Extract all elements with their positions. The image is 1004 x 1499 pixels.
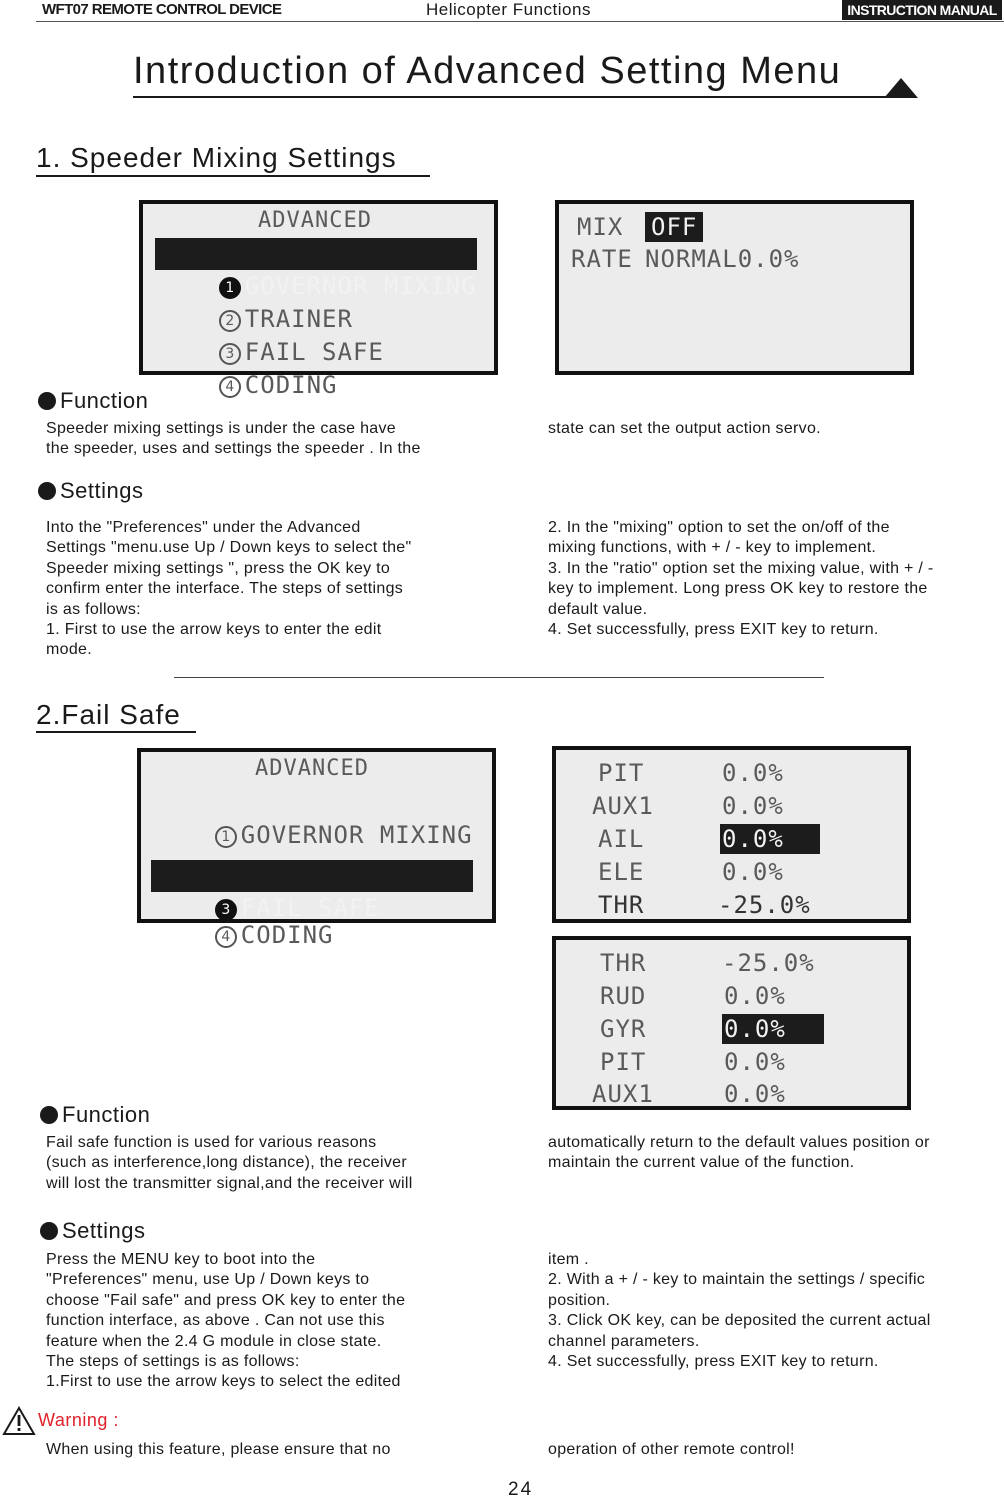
lcd-advanced-menu-2 — [137, 748, 496, 949]
lcd-channel-value: 0.0% — [722, 759, 784, 787]
heading-label: Function — [60, 388, 149, 413]
number-1-icon: 1 — [215, 826, 237, 848]
lcd-channel-value-selected: 0.0% — [722, 1014, 824, 1044]
lcd-channel-value: 0.0% — [722, 792, 784, 820]
lcd-channel-value: -25.0% — [718, 891, 811, 919]
title-triangle-icon — [884, 78, 918, 98]
lcd-channel-label: THR — [600, 949, 647, 977]
lcd-rate-label: RATE — [571, 245, 633, 273]
section2-title: 2.Fail Safe — [36, 699, 181, 730]
section1-title: 1. Speeder Mixing Settings — [36, 142, 397, 173]
number-3-icon: 3 — [219, 343, 241, 365]
bullet-dot-icon — [38, 482, 56, 500]
header-section-title: Helicopter Functions — [426, 0, 591, 19]
number-4-icon: 4 — [215, 926, 237, 948]
lcd-channel-value: 0.0% — [724, 982, 786, 1010]
lcd-channel-value: 0.0% — [724, 1080, 786, 1108]
section2-settings-heading — [40, 1218, 146, 1244]
bullet-dot-icon — [38, 392, 56, 410]
section-divider — [174, 677, 824, 678]
lcd-rate-value: NORMAL0.0% — [645, 245, 800, 273]
warning-text-right: operation of other remote control! — [548, 1441, 795, 1458]
section1-settings-heading — [38, 478, 144, 504]
section2-settings-text-right: item . 2. With a + / - key to maintain the settings / specific position. 3. Click OK key, can be deposited the current actual channel parameters. 4. Set successfully, press EXIT key to return. — [548, 1251, 931, 1371]
section1-title-underline — [36, 175, 430, 177]
header-device-name: WFT07 REMOTE CONTROL DEVICE — [42, 1, 282, 18]
lcd-menu-item-selected — [151, 860, 473, 922]
section1-function-text-right: state can set the output action servo. — [548, 420, 821, 437]
heading-label: Settings — [60, 478, 144, 503]
lcd-menu-item-label: FAIL SAFE — [240, 894, 380, 922]
lcd-menu-item-label: GOVERNOR MIXING — [244, 272, 477, 300]
lcd-channel-label: THR — [598, 891, 645, 919]
header-divider — [36, 21, 1004, 22]
warning-text-left: When using this feature, please ensure that no — [46, 1441, 391, 1458]
lcd-channel-label: ELE — [598, 858, 645, 886]
lcd-menu-title: ADVANCED — [258, 208, 372, 233]
number-1-icon: 1 — [219, 277, 241, 299]
section2-title-underline — [36, 731, 196, 733]
lcd-menu-item-label: FAIL SAFE — [244, 338, 384, 366]
lcd-channel-value: 0.0% — [722, 858, 784, 886]
lcd-channel-label: PIT — [598, 759, 645, 787]
header-manual-badge: INSTRUCTION MANUAL — [842, 0, 1002, 20]
page-number: 24 — [508, 1479, 534, 1499]
lcd-mix-value: OFF — [645, 212, 703, 242]
lcd-mix-settings — [555, 200, 914, 375]
section1-settings-text-left: Into the "Preferences" under the Advanced Settings "menu.use Up / Down keys to select the" Speeder mixing settings ", press the OK key to confirm enter the interface. The steps of settings is as follows: 1. First to use the arrow keys to enter the edit mode. — [46, 519, 412, 659]
bullet-dot-icon — [40, 1106, 58, 1124]
lcd-channel-label: GYR — [600, 1015, 647, 1043]
lcd-menu-item — [153, 896, 334, 974]
section2-settings-text-left: Press the MENU key to boot into the "Preferences" menu, use Up / Down keys to choose "Fail safe" and press OK key to enter the function interface, as above . Can not use this feature when the 2.4 G module in close state. The steps of settings is as follows: 1.First to use the arrow keys to select the edited — [46, 1251, 406, 1391]
lcd-menu-item — [157, 340, 338, 430]
lcd-menu-item-label: GOVERNOR MIXING — [240, 821, 473, 849]
lcd-channel-label: AUX1 — [592, 792, 654, 820]
heading-label: Function — [62, 1102, 151, 1127]
lcd-menu-item-label: CODING — [244, 371, 338, 399]
section2-function-text-right: automatically return to the default values position or maintain the current value of the function. — [548, 1134, 930, 1172]
lcd-channel-label: AIL — [598, 825, 645, 853]
number-4-icon: 4 — [219, 376, 241, 398]
number-2-icon: 2 — [219, 310, 241, 332]
warning-triangle-icon — [2, 1406, 36, 1436]
warning-label: Warning : — [38, 1410, 119, 1430]
lcd-channel-label: RUD — [600, 982, 647, 1010]
lcd-menu-item-label: TRAINER — [244, 305, 353, 333]
number-3-icon: 3 — [215, 899, 237, 921]
section2-function-heading — [40, 1102, 150, 1128]
lcd-channel-value: 0.0% — [724, 1048, 786, 1076]
lcd-menu-item-label: CODING — [240, 921, 334, 949]
section1-function-text-left: Speeder mixing settings is under the case have the speeder, uses and settings the speeder . In the — [46, 420, 421, 458]
lcd-advanced-menu-1 — [139, 200, 498, 399]
lcd-channel-label: PIT — [600, 1048, 647, 1076]
lcd-channel-value: -25.0% — [722, 949, 815, 977]
lcd-mix-label: MIX — [577, 213, 624, 241]
page-title: Introduction of Advanced Setting Menu — [133, 50, 842, 92]
lcd-menu-title: ADVANCED — [255, 756, 369, 781]
page-title-underline — [133, 96, 893, 98]
heading-label: Settings — [62, 1218, 146, 1243]
section1-settings-text-right: 2. In the "mixing" option to set the on/off of the mixing functions, with + / - key to implement. 3. In the "ratio" option set the mixing value, with + / - key to implement. Long press OK key to restore the default value. 4. Set successfully, press EXIT key to return. — [548, 519, 934, 639]
section2-function-text-left: Fail safe function is used for various reasons (such as interference,long distance), the receiver will lost the transmitter signal,and the receiver will — [46, 1134, 413, 1192]
lcd-channel-value-selected: 0.0% — [720, 824, 820, 854]
section1-function-heading — [38, 388, 148, 414]
lcd-channel-label: AUX1 — [592, 1080, 654, 1108]
lcd-failsafe-channels-a — [552, 746, 911, 923]
lcd-menu-item-selected — [155, 238, 477, 300]
lcd-failsafe-channels-b — [552, 936, 911, 1110]
bullet-dot-icon — [40, 1222, 58, 1240]
